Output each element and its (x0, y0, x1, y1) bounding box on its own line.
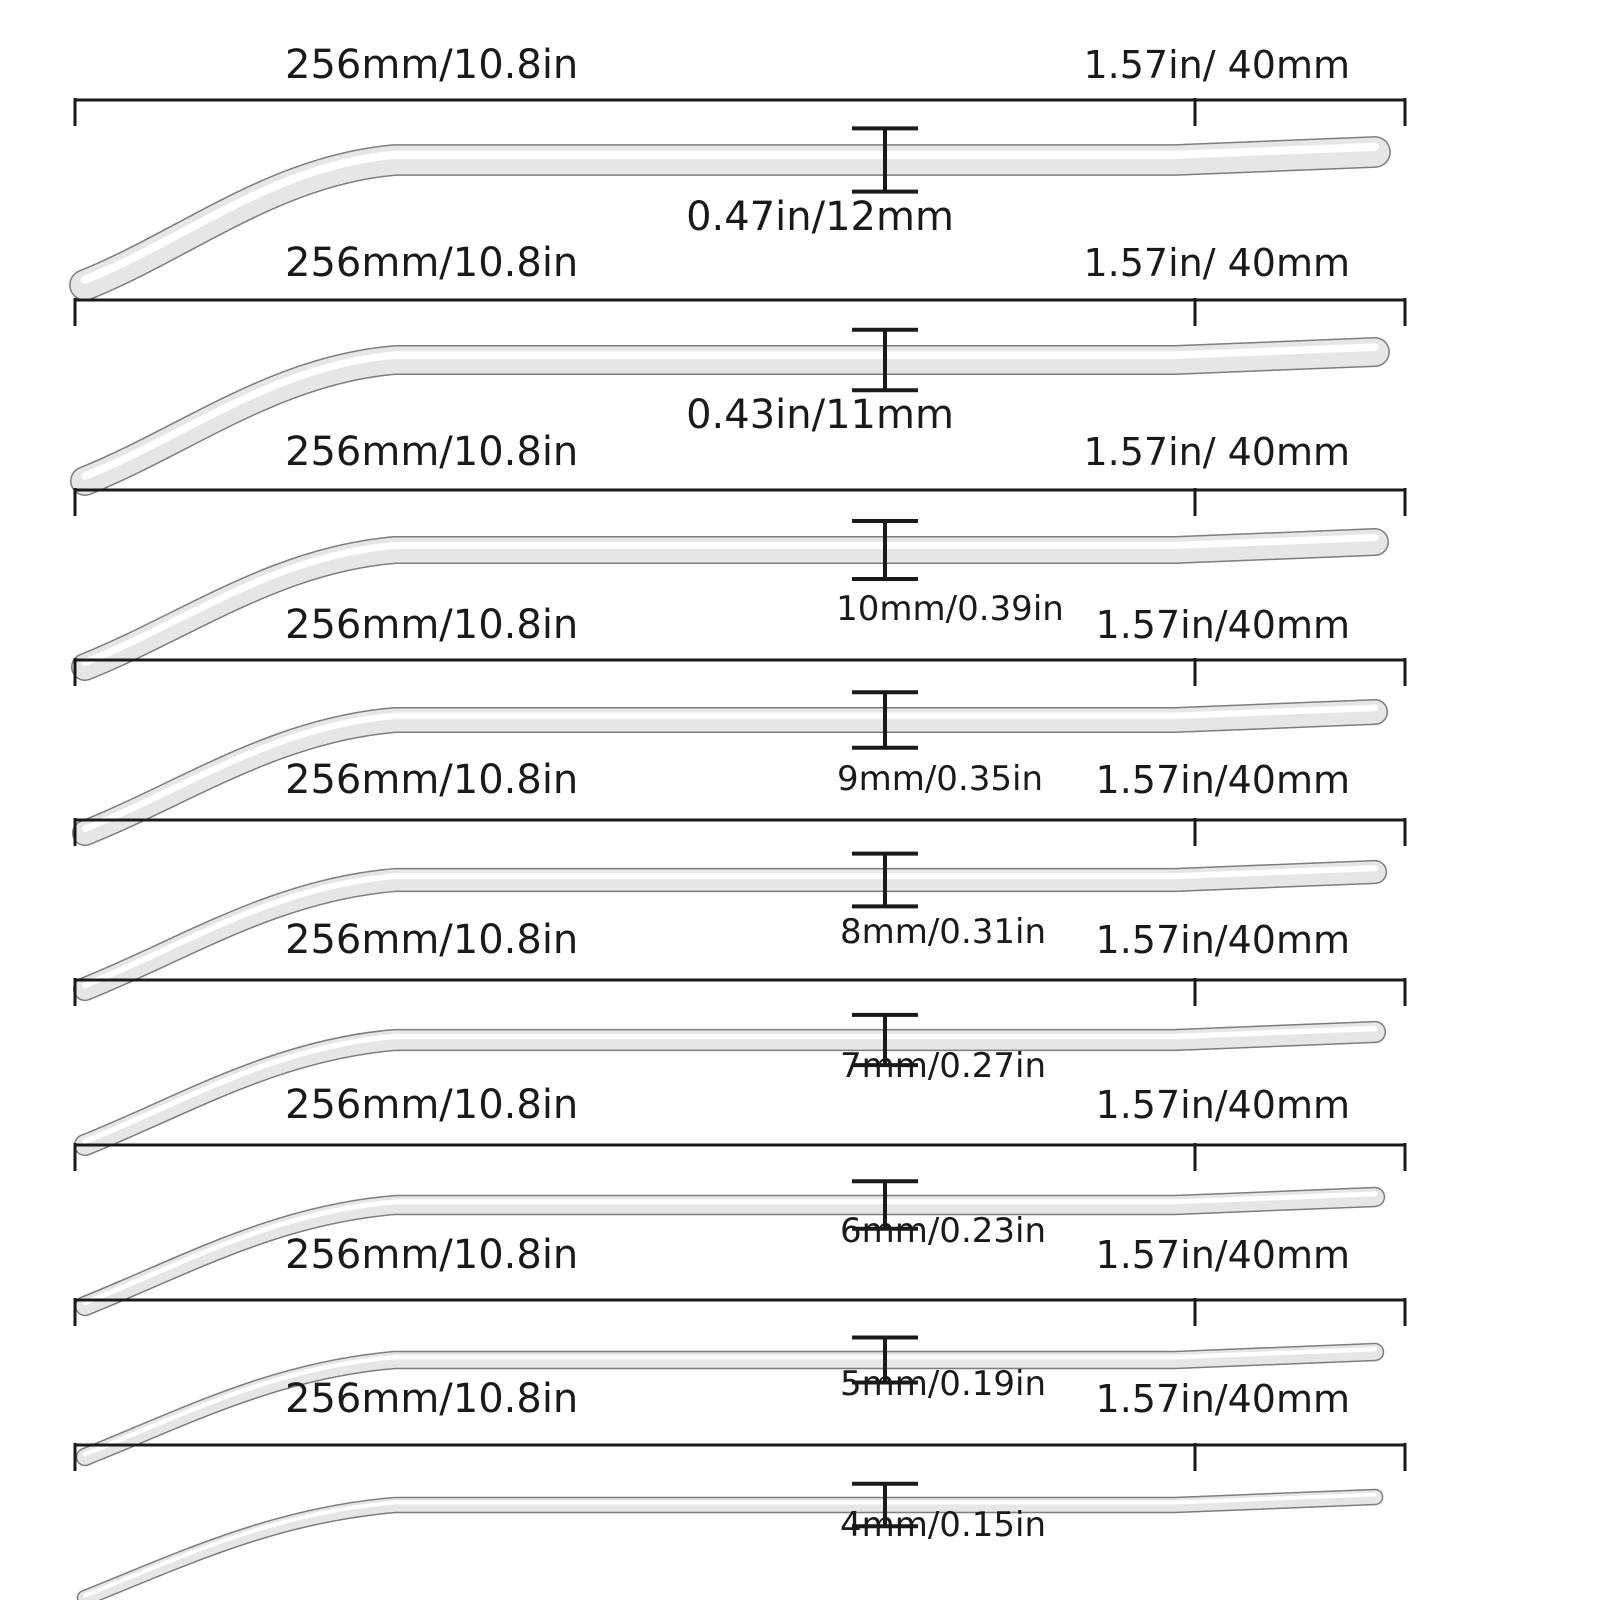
rod-outline (85, 1497, 1375, 1598)
diameter-label: 7mm/0.27in (839, 1046, 1047, 1086)
tip-length-label: 1.57in/40mm (1095, 1233, 1350, 1277)
length-label: 256mm/10.8in (285, 42, 579, 88)
tip-length-label: 1.57in/40mm (1095, 1083, 1350, 1127)
tip-length-label: 1.57in/40mm (1095, 1377, 1350, 1421)
rod-row-9 (75, 1376, 1405, 1598)
length-label: 256mm/10.8in (285, 240, 579, 286)
length-label: 256mm/10.8in (285, 757, 579, 803)
diameter-label: 5mm/0.19in (839, 1364, 1047, 1404)
diameter-label: 8mm/0.31in (839, 912, 1047, 952)
tip-length-label: 1.57in/ 40mm (1083, 430, 1350, 474)
diameter-label: 4mm/0.15in (839, 1505, 1047, 1545)
length-label: 256mm/10.8in (285, 1232, 579, 1278)
rod-row-8 (75, 1232, 1405, 1457)
diameter-label: 9mm/0.35in (836, 759, 1044, 799)
length-label: 256mm/10.8in (285, 1376, 579, 1422)
length-label: 256mm/10.8in (285, 429, 579, 475)
length-label: 256mm/10.8in (285, 1082, 579, 1128)
tip-length-label: 1.57in/40mm (1095, 758, 1350, 802)
length-label: 256mm/10.8in (285, 917, 579, 963)
tip-length-label: 1.57in/ 40mm (1083, 43, 1350, 87)
diameter-label: 10mm/0.39in (836, 589, 1064, 629)
length-label: 256mm/10.8in (285, 602, 579, 648)
diameter-label: 0.47in/12mm (686, 194, 954, 240)
tip-length-label: 1.57in/40mm (1095, 918, 1350, 962)
tip-length-label: 1.57in/40mm (1095, 603, 1350, 647)
diameter-label: 0.43in/11mm (686, 392, 954, 438)
diameter-label: 6mm/0.23in (839, 1211, 1047, 1251)
tip-length-label: 1.57in/ 40mm (1083, 241, 1350, 285)
